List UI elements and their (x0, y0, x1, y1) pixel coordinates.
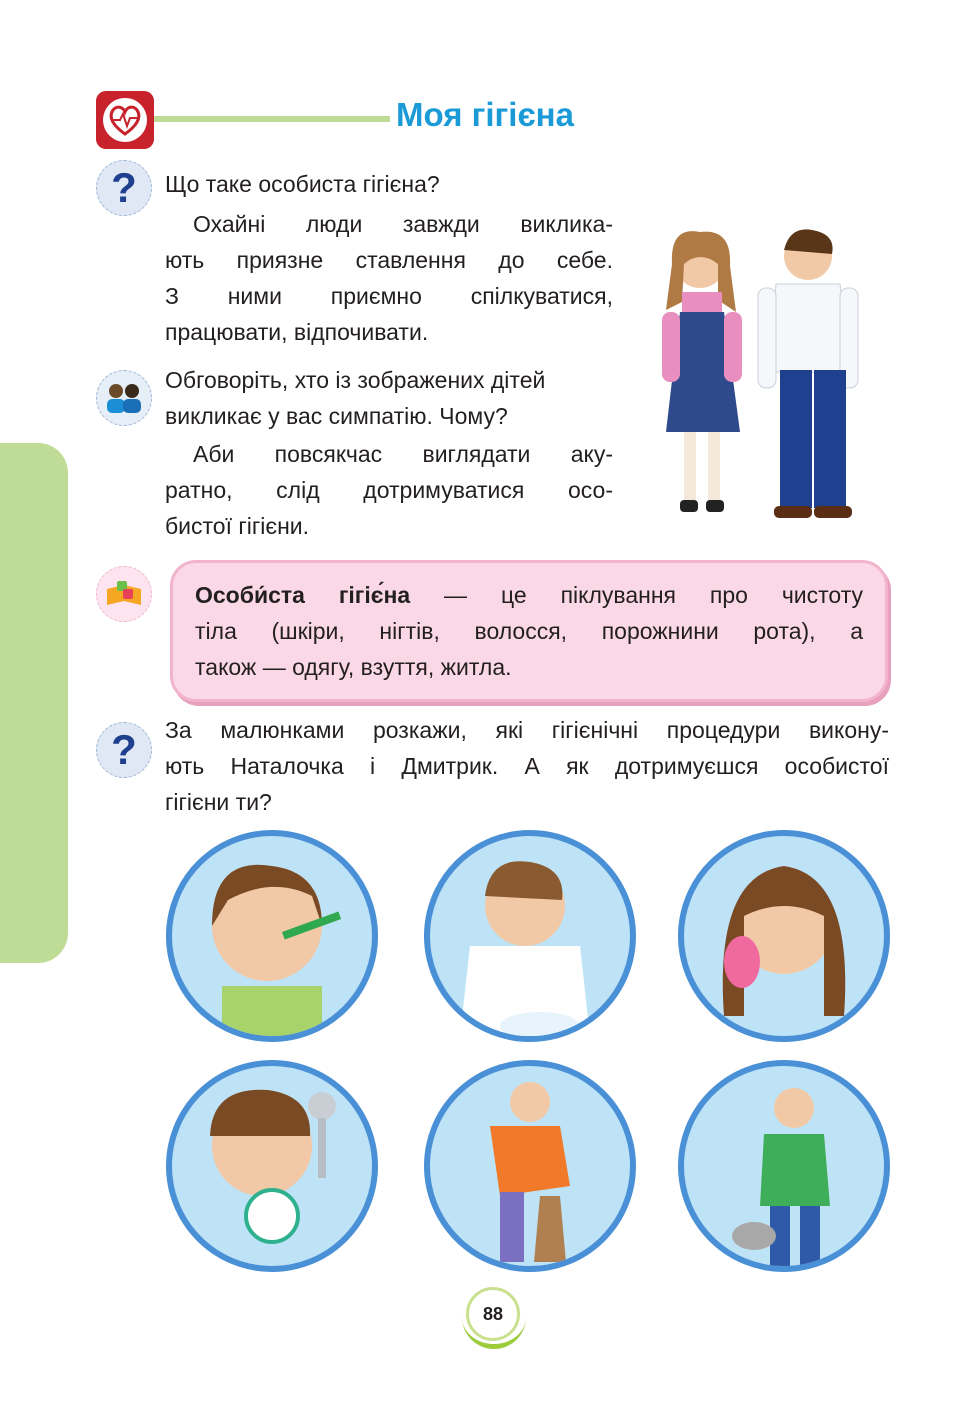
definition-term: Особи́ста гігіє́на (195, 582, 411, 608)
hygiene-illustration-showering (166, 1060, 378, 1272)
definition-box (170, 560, 888, 702)
children-illustration (640, 220, 885, 528)
discuss-icon (96, 370, 152, 426)
paragraph-2: Аби повсякчас виглядати аку- ратно, слід дотримуватися осо- бистої гігієни. (165, 441, 613, 539)
page-number: 88 (466, 1287, 520, 1341)
page-title: Моя гігієна (396, 96, 574, 133)
paragraph-1: Охайні люди завжди виклика- ють приязне ставлення до себе. З ними приємно спілкуватися, працювати, відпочивати. (165, 211, 613, 345)
question-icon-2: ? (96, 722, 152, 778)
hygiene-illustration-cleaning-shoes (424, 1060, 636, 1272)
question-text: Що таке особиста гігієна? (165, 171, 440, 197)
discuss-text: Обговоріть, хто із зображених дітей викликає у вас симпатію. Чому? (165, 367, 546, 429)
side-tab (0, 443, 68, 963)
hygiene-illustration-carrying-bucket (678, 1060, 890, 1272)
question-text-2: За малюнками розкажи, які гігієнічні процедури викону- ють Наталочка і Дмитрик. А як дотримуєшся особистої гігієни ти? (165, 717, 889, 815)
heart-pulse-icon (96, 91, 154, 149)
hygiene-illustration-brushing-teeth (166, 830, 378, 1042)
definition-text: Особи́ста гігіє́на — це піклування про чистоту тіла (шкіри, нігтів, волосся, порожнини рота), а також — одягу, взуття, житла. (195, 582, 864, 680)
book-abc-icon (96, 566, 152, 622)
hygiene-illustration-combing-hair (678, 830, 890, 1042)
header-line (154, 116, 390, 122)
hygiene-illustration-washing-hands (424, 830, 636, 1042)
question-icon: ? (96, 160, 152, 216)
